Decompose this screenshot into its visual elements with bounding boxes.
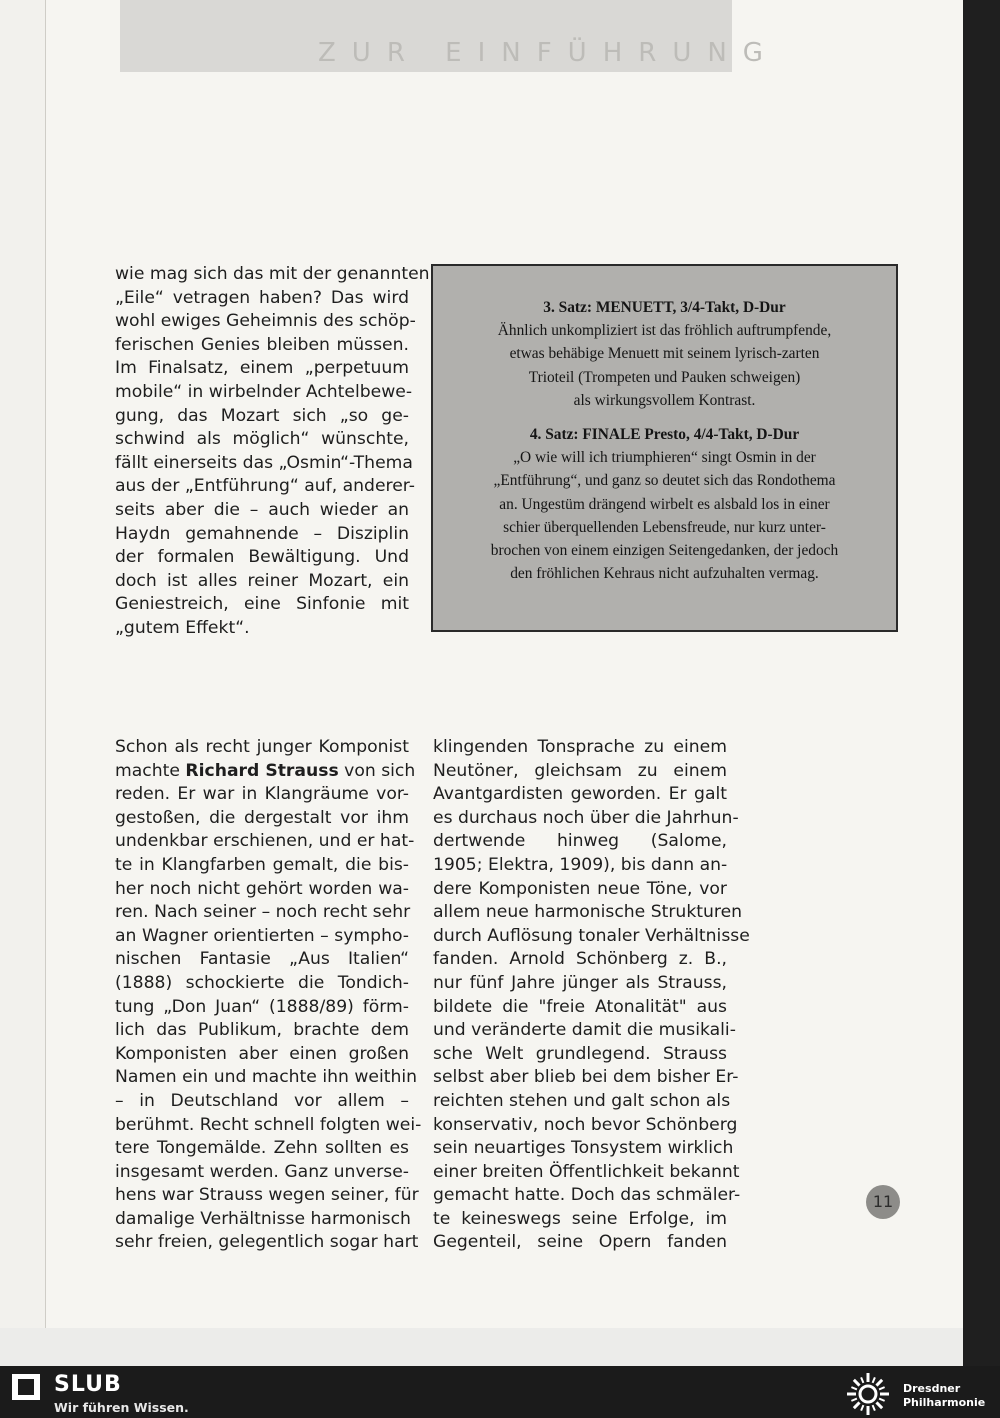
box-line: etwas behäbige Menuett mit seinem lyrisch-zarten [509,345,820,363]
text-line: konservativ, noch bevor Schönberg [433,1114,738,1135]
movement-info-box [431,264,898,632]
box-line: Trioteil (Trompeten und Pauken schweigen) [528,368,801,386]
partner-name-line-2: Philharmonie [903,1396,986,1409]
text-line: 1905; Elektra, 1909), bis dann an- [433,854,728,875]
text-line: fällt einerseits das „Osmin“-Thema [115,452,413,473]
text-line: sein neuartiges Tonsystem wirklich [433,1138,734,1159]
left-column-bottom [115,736,422,1255]
text-line: Haydn gemahnende – Disziplin [115,523,409,544]
text-line: und veränderte damit die musikali- [433,1020,736,1041]
text-line: insgesamt werden. Ganz unverse- [115,1161,409,1182]
text-line: es durchaus noch über die Jahrhun- [433,807,739,828]
box-line: schier überquellenden Lebensfreude, nur kurz unter- [503,518,826,536]
text-line: „Eile“ vetragen haben? Das wird [115,287,409,308]
box-line: als wirkungsvollem Kontrast. [573,391,756,409]
box-line: „O wie will ich triumphieren“ singt Osmin in der [513,449,816,467]
section-title: ZUR EINFÜHRUNG [318,38,779,68]
text-fragment: von sich [338,760,416,781]
text-line: damalige Verhältnisse harmonisch [115,1208,411,1229]
text-line: ferischen Genies bleiben müssen. [115,334,409,355]
text-line: einer breiten Öffentlichkeit bekannt [433,1161,740,1182]
text-line: hens war Strauss wegen seiner, für [115,1185,419,1206]
text-line: Namen ein und machte ihn weithin [115,1067,418,1088]
text-line: ren. Nach seiner – noch recht sehr [115,902,411,923]
page-number: 11 [866,1185,900,1219]
text-line-with-name [115,760,416,784]
text-line: Schon als recht junger Komponist [115,737,409,757]
text-line: nischen Fantasie „Aus Italien“ [115,949,409,970]
text-line: allem neue harmonische Strukturen [433,902,743,923]
text-line: – in Deutschland vor allem – [115,1090,409,1111]
text-line: Geniestreich, eine Sinfonie mit [115,594,409,615]
text-line: dere Komponisten neue Töne, vor [433,878,727,899]
box-line: an. Ungestüm drängend wirbelt es alsbald los in einer [499,495,830,513]
library-name: SLUB [54,1372,122,1397]
text-line: an Wagner orientierten – sympho- [115,925,409,946]
text-line: nur fünf Jahre jünger als Strauss, [433,972,727,993]
facing-page-edge [0,0,46,1328]
partner-name-line-1: Dresdner [903,1382,961,1395]
text-line: gung, das Mozart sich „so ge- [115,405,409,426]
movement-4-heading: 4. Satz: FINALE Presto, 4/4-Takt, D-Dur [529,426,800,444]
text-line: reichten stehen und galt schon als [433,1090,731,1111]
text-line: te keineswegs seine Erfolge, im [433,1208,727,1229]
text-line: „gutem Effekt“. [115,617,250,638]
text-line: sche Welt grundlegend. Strauss [433,1043,727,1064]
text-line: schwind als möglich“ wünschte, [115,429,409,450]
scan-edge [963,0,1000,1366]
text-line: gestoßen, die dergestalt vor ihm [115,807,409,828]
text-line: der formalen Bewältigung. Und [115,547,409,568]
text-line: te in Klangfarben gemalt, die bis- [115,854,409,875]
left-column-top [115,263,430,641]
text-fragment: machte [115,760,186,781]
text-line: doch ist alles reiner Mozart, ein [115,570,409,591]
text-line: klingenden Tonsprache zu einem [433,737,727,757]
text-line: Gegenteil, seine Opern fanden [433,1232,727,1253]
box-spacer [433,412,896,423]
text-line: seits aber die – auch wieder an [115,499,409,520]
text-line: tung „Don Juan“ (1888/89) förm- [115,996,409,1017]
text-line: reden. Er war in Klangräume vor- [115,784,409,805]
movement-3-heading: 3. Satz: MENUETT, 3/4-Takt, D-Dur [543,299,786,316]
text-line: her noch nicht gehört worden wa- [115,878,409,899]
composer-name: Richard Strauss [185,760,339,781]
right-column-bottom [433,736,750,1255]
text-line: aus der „Entführung“ auf, anderer- [115,476,415,497]
text-line: Komponisten aber einen großen [115,1043,409,1064]
text-line: Neutöner, gleichsam zu einem [433,760,727,781]
library-tagline: Wir führen Wissen. [54,1400,189,1415]
text-line: dertwende hinweg (Salome, [433,831,727,852]
slub-logo-icon [12,1374,40,1400]
text-line: bildete die "freie Atonalität" aus [433,996,727,1017]
box-line: den fröhlichen Kehraus nicht aufzuhalten vermag. [510,565,819,583]
text-line: mobile“ in wirbelnder Achtelbewe- [115,381,413,402]
text-line: tere Tongemälde. Zehn sollten es [115,1138,409,1159]
text-line: gemacht hatte. Doch das schmäler- [433,1185,741,1206]
box-line: Ähnlich unkompliziert ist das fröhlich auftrumpfende, [497,322,832,340]
text-line: (1888) schockierte die Tondich- [115,972,409,993]
text-line: Avantgardisten geworden. Er galt [433,784,727,805]
text-line: selbst aber blieb bei dem bisher Er- [433,1067,739,1088]
text-line: wohl ewiges Geheimnis des schöp- [115,311,416,332]
text-line: lich das Publikum, brachte dem [115,1020,409,1041]
philharmonie-logo-icon [842,1372,894,1416]
box-line: brochen von einem einzigen Seitengedanken, der jedoch [490,542,839,560]
text-line: Im Finalsatz, einem „perpetuum [115,358,409,379]
text-line: wie mag sich das mit der genannten [115,264,430,284]
text-line: sehr freien, gelegentlich sogar hart [115,1232,419,1253]
text-line: undenkbar erschienen, und er hat- [115,831,415,852]
text-line: berühmt. Recht schnell folgten wei- [115,1114,422,1135]
text-line: fanden. Arnold Schönberg z. B., [433,949,727,970]
partner-name [903,1382,985,1410]
text-line: durch Auflösung tonaler Verhältnisse [433,925,750,946]
box-line: „Entführung“, und ganz so deutet sich das Rondothema [493,472,836,490]
